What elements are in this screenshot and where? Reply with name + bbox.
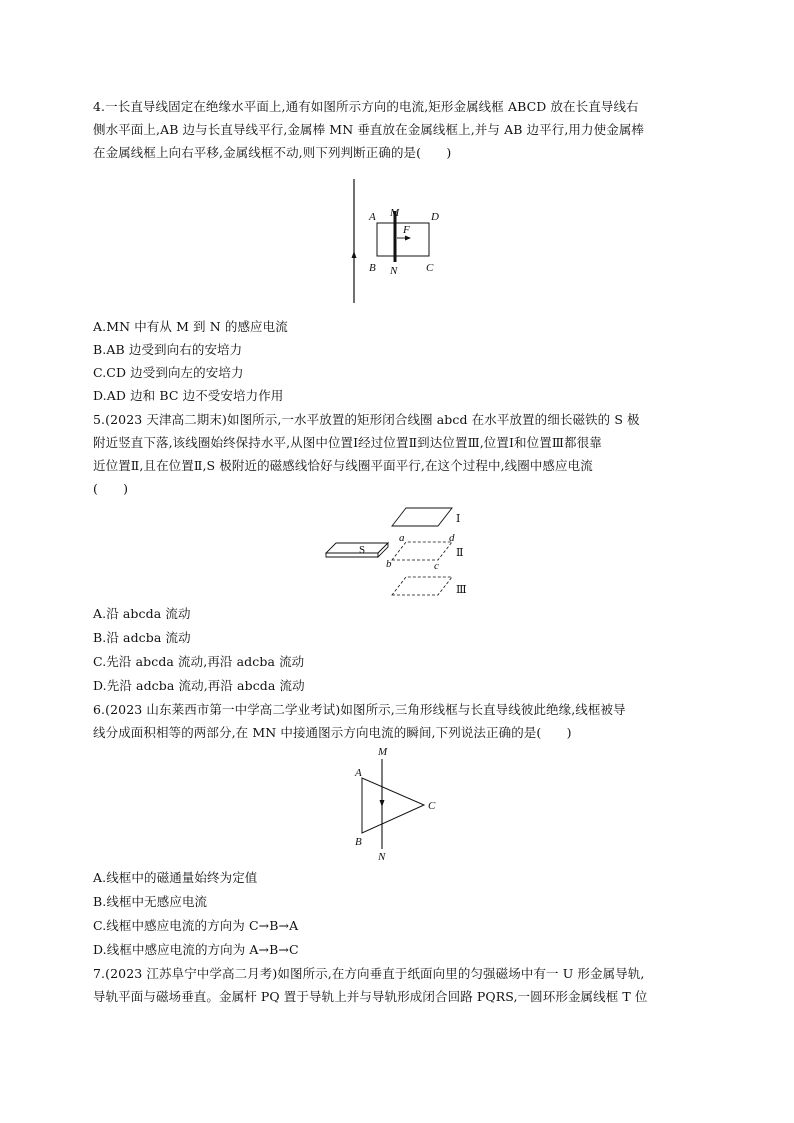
q5-stem-line-3: 近位置Ⅱ,且在位置Ⅱ,S 极附近的磁感线恰好与线圈平面平行,在这个过程中,线圈中感应电流 [93, 458, 593, 473]
q6-option-b: B.线框中无感应电流 [93, 894, 208, 909]
label-II: Ⅱ [456, 547, 464, 559]
triangle-frame [362, 778, 424, 833]
label-D: D [431, 211, 439, 223]
current-arrow-up-icon [352, 251, 357, 258]
q6-option-a: A.线框中的磁通量始终为定值 [93, 870, 258, 885]
q5-option-a: A.沿 abcda 流动 [93, 606, 191, 621]
q4-figure [340, 175, 460, 305]
q5-option-c: C.先沿 abcda 流动,再沿 adcba 流动 [93, 654, 305, 669]
q5-stem-line-4: ( ) [93, 481, 129, 496]
label-A: A [355, 767, 362, 779]
q5-stem-line-2: 附近竖直下落,该线圈始终保持水平,从图中位置Ⅰ经过位置Ⅱ到达位置Ⅲ,位置Ⅰ和位置Ⅲ都很靠 [93, 435, 602, 450]
coil-position-1 [392, 508, 452, 526]
q6-figure [345, 745, 445, 865]
label-B: B [369, 262, 376, 274]
label-M: M [390, 207, 400, 219]
label-A: A [369, 211, 376, 223]
q6-option-c: C.线框中感应电流的方向为 C→B→A [93, 918, 299, 933]
coil-position-2 [392, 542, 452, 560]
label-d: d [449, 532, 455, 544]
label-C: C [428, 800, 436, 812]
q4-option-a: A.MN 中有从 M 到 N 的感应电流 [93, 319, 288, 334]
label-b: b [386, 558, 392, 570]
label-M: M [378, 746, 388, 758]
q7-stem-line-1: 7.(2023 江苏阜宁中学高二月考)如图所示,在方向垂直于纸面向里的匀强磁场中有一 U 形金属导轨, [93, 966, 645, 981]
label-I: Ⅰ [456, 513, 461, 525]
q5-option-b: B.沿 adcba 流动 [93, 630, 191, 645]
label-c: c [434, 560, 439, 572]
label-C: C [426, 262, 434, 274]
force-arrow-head-icon [405, 236, 411, 241]
coil-position-3 [392, 577, 452, 595]
q4-option-d: D.AD 边和 BC 边不受安培力作用 [93, 388, 284, 403]
current-arrow-down-icon [380, 800, 385, 807]
q4-option-b: B.AB 边受到向右的安培力 [93, 342, 243, 357]
bar-magnet [326, 543, 388, 557]
q6-stem-line-1: 6.(2023 山东莱西市第一中学高二学业考试)如图所示,三角形线框与长直导线彼此绝缘,线框被导 [93, 702, 626, 717]
q4-option-c: C.CD 边受到向左的安培力 [93, 365, 244, 380]
q5-option-d: D.先沿 adcba 流动,再沿 abcda 流动 [93, 678, 305, 693]
label-N: N [390, 265, 398, 277]
q6-option-d: D.线框中感应电流的方向为 A→B→C [93, 942, 299, 957]
q7-stem-line-2: 导轨平面与磁场垂直。金属杆 PQ 置于导轨上并与导轨形成闭合回路 PQRS,一圆环形金属线框 T 位 [93, 989, 648, 1004]
q4-stem-line-1: 4.一长直导线固定在绝缘水平面上,通有如图所示方向的电流,矩形金属线框 ABCD 放在长直导线右 [93, 99, 639, 114]
label-N: N [378, 851, 386, 863]
q5-figure [320, 505, 480, 600]
q6-stem-line-2: 线分成面积相等的两部分,在 MN 中接通图示方向电流的瞬间,下列说法正确的是( ) [93, 725, 572, 740]
label-B: B [355, 836, 362, 848]
label-S: S [359, 544, 366, 556]
label-F: F [403, 224, 410, 236]
q5-stem-line-1: 5.(2023 天津高二期末)如图所示,一水平放置的矩形闭合线圈 abcd 在水平放置的细长磁铁的 S 极 [93, 412, 640, 427]
label-a: a [399, 532, 405, 544]
q4-stem-line-2: 侧水平面上,AB 边与长直导线平行,金属棒 MN 垂直放在金属线框上,并与 AB 边平行,用力使金属棒 [93, 122, 645, 137]
q4-stem-line-3: 在金属线框上向右平移,金属线框不动,则下列判断正确的是( ) [93, 145, 452, 160]
label-III: Ⅲ [456, 584, 467, 596]
